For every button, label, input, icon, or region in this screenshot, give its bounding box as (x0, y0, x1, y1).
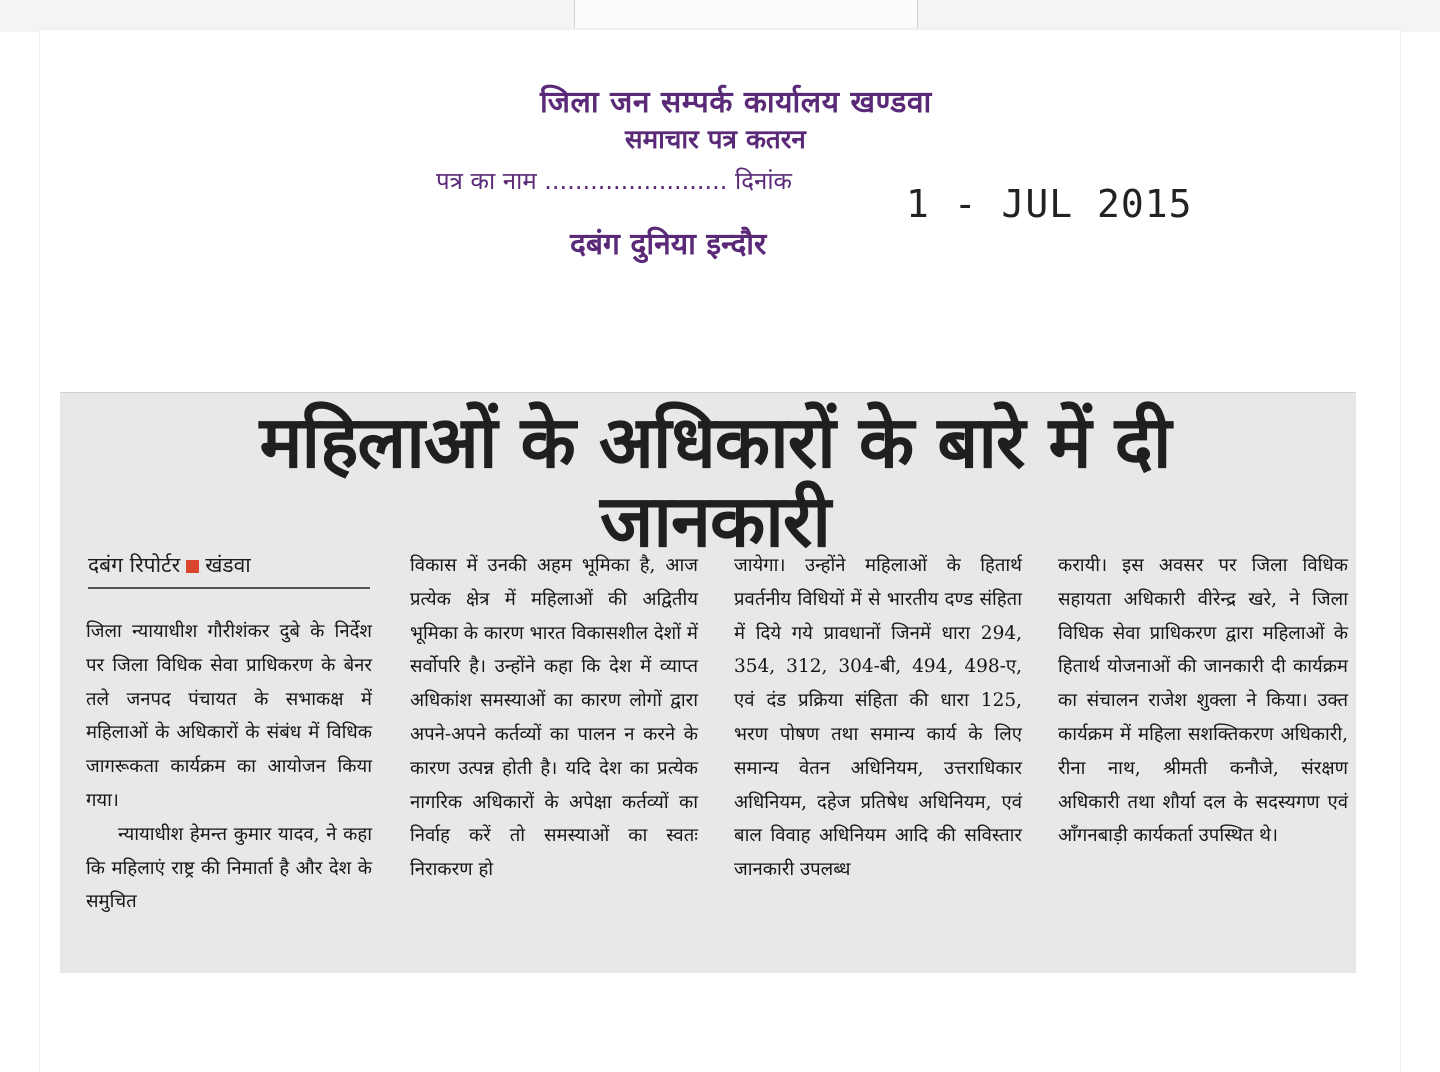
newspaper-article (60, 392, 1356, 973)
article-headline: महिलाओं के अधिकारों के बारे में दी जानकारी (259, 400, 1171, 564)
byline-marker-icon (186, 560, 199, 573)
article-column-2 (410, 549, 698, 887)
article-column-4 (1058, 549, 1348, 853)
byline-reporter: दबंग रिपोर्टर (88, 553, 181, 577)
column-4-text: करायी। इस अवसर पर जिला विधिक सहायता अधिकारी वीरेन्द्र खरे, ने जिला विधिक सेवा प्राधिकरण द्वारा महिलाओं के हितार्थ योजनाओं की जानकारी दी कार्यक्रम का संचालन राजेश शुक्ला ने किया। उक्त कार्यक्रम में महिला सशक्तिकरण अधिकारी, रीना नाथ, श्रीमती कनौजे, संरक्षण अधिकारी तथा शौर्या दल के सदस्यगण एवं आँगनबाड़ी कार्यकर्ता उपस्थित थे। (1058, 555, 1348, 847)
stamp-date-label: दिनांक (735, 167, 792, 195)
stamp-office-name: जिला जन सम्पर्क कार्यालय खण्डवा (540, 85, 932, 120)
scanner-tab (574, 0, 918, 28)
article-column-3 (734, 549, 1022, 887)
column-2-text: विकास में उनकी अहम भूमिका है, आज प्रत्येक क्षेत्र में महिलाओं की अद्वितीय भूमिका के कारण भारत विकासशील देशों में सर्वोपरि है। उन्होंने कहा कि देश में व्याप्त अधिकांश समस्याओं का कारण लोगों द्वारा अपने-अपने कर्तव्यों का पालन न करने के कारण उत्पन्न होती है। यदि देश का प्रत्येक नागरिक अधिकारों के अपेक्षा कर्तव्यों का निर्वाह करें तो समस्याओं का स्वतः निराकरण हो (410, 555, 698, 881)
article-column-1 (86, 615, 372, 919)
stamp-paper-name: दबंग दुनिया इन्दौर (570, 227, 767, 262)
stamp-paper-date-row (436, 164, 792, 197)
stamp-clipping-label: समाचार पत्र कतरन (625, 125, 806, 155)
stamp-paper-name-label: पत्र का नाम ........................ (436, 167, 728, 195)
column-1-paragraph-2: न्यायाधीश हेमन्त कुमार यादव, ने कहा कि महिलाएं राष्ट्र की निमार्ता है और देश के समुचित (86, 823, 372, 913)
article-byline (88, 551, 370, 589)
column-1-paragraph-1: जिला न्यायाधीश गौरीशंकर दुबे के निर्देश पर जिला विधिक सेवा प्राधिकरण के बेनर तले जनपद पंचायत के सभाकक्ष में महिलाओं के अधिकारों के संबंध में विधिक जागरूकता कार्यक्रम का आयोजन किया गया। (86, 621, 372, 811)
byline-place: खंडवा (205, 553, 251, 577)
date-stamp: 1 - JUL 2015 (906, 182, 1193, 226)
column-3-text: जायेगा। उन्होंने महिलाओं के हितार्थ प्रवर्तनीय विधियों में से भारतीय दण्ड संहिता में दिये गये प्रावधानों जिनमें धारा 294, 354, 312, 304-बी, 494, 498-ए, एवं दंड प्रक्रिया संहिता की धारा 125, भरण पोषण तथा समान्य कार्य के लिए समान्य वेतन अधिनियम, उत्तराधिकार अधिनियम, दहेज प्रतिषेध अधिनियम, एवं बाल विवाह अधिनियम आदि की सविस्तार जानकारी उपलब्ध (734, 555, 1022, 881)
